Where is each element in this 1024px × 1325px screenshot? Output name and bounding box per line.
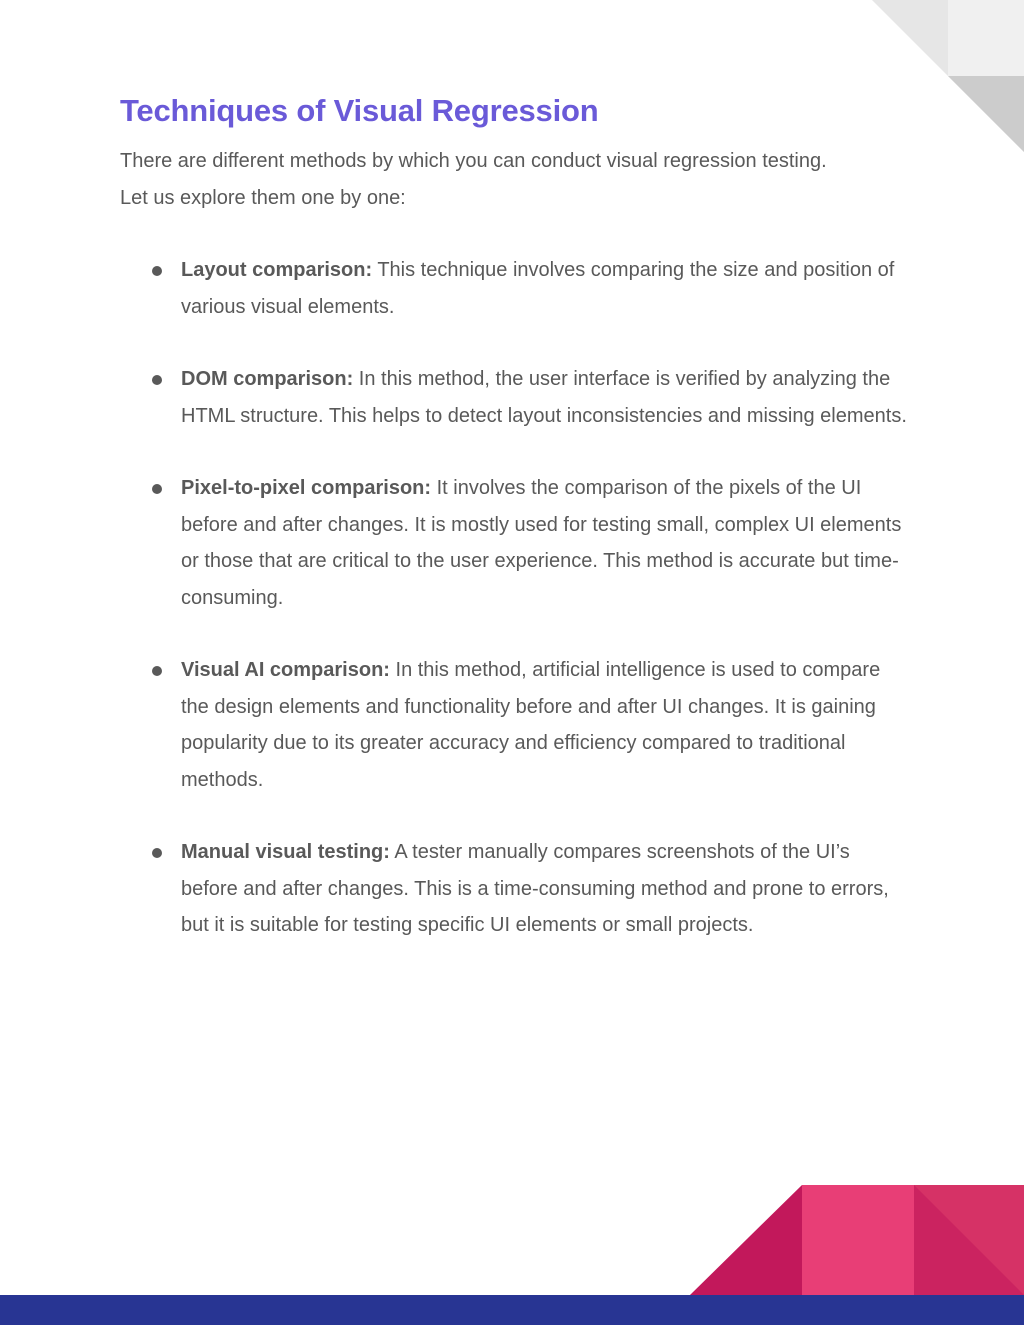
technique-description: This technique involves comparing the size and position of various visual elements.: [181, 259, 895, 318]
technique-list: [0, 252, 1024, 980]
bullet-icon: [152, 375, 162, 385]
technique-term: Pixel-to-pixel comparison:: [181, 477, 432, 499]
list-item-layout-comparison: [0, 252, 907, 325]
page-title: Techniques of Visual Regression: [120, 93, 599, 128]
technique-description: It involves the comparison of the pixels of the UI before and after changes. It is mostly used for testing small, complex UI elements or those that are critical to the user experience. This method is accurate but time-consuming.: [181, 477, 902, 609]
intro-paragraph: There are different methods by which you can conduct visual regression testing. Let us explore them one by one:: [120, 150, 827, 209]
list-item-pixel-comparison: [0, 470, 907, 616]
list-item-visual-ai-comparison: [0, 652, 907, 798]
list-item-manual-visual-testing: [0, 834, 907, 944]
technique-description: In this method, the user interface is verified by analyzing the HTML structure. This helps to detect layout inconsistencies and missing elements.: [181, 368, 907, 427]
folded-corner-decoration: [872, 0, 1024, 152]
bullet-icon: [152, 484, 162, 494]
bullet-icon: [152, 266, 162, 276]
list-item-dom-comparison: [0, 361, 907, 434]
pink-triangle-decoration: [690, 1185, 1024, 1295]
technique-term: Layout comparison:: [181, 259, 373, 281]
footer-bar: [0, 1295, 1024, 1325]
technique-term: Visual AI comparison:: [181, 659, 390, 681]
bullet-icon: [152, 848, 162, 858]
bullet-icon: [152, 666, 162, 676]
technique-term: Manual visual testing:: [181, 841, 390, 863]
technique-description: A tester manually compares screenshots of the UI’s before and after changes. This is a time-consuming method and prone to errors, but it is suitable for testing specific UI elements or small projects.: [181, 841, 889, 936]
technique-term: DOM comparison:: [181, 368, 354, 390]
technique-description: In this method, artificial intelligence is used to compare the design elements and functionality before and after UI changes. It is gaining popularity due to its greater accuracy and efficiency compared to traditional methods.: [181, 659, 881, 791]
